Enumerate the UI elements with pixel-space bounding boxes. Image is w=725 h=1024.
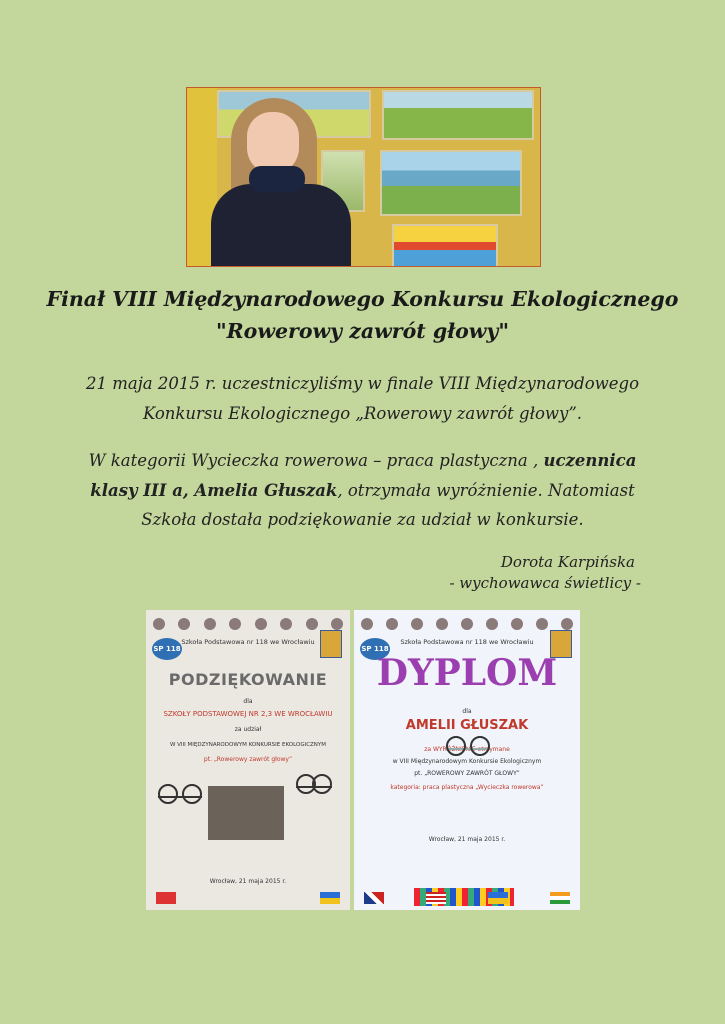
certificate-contest-name: pt. „Rowerowy zawrót głowy”: [203, 756, 293, 763]
flag-icon: [156, 892, 176, 904]
decor-children-row: [354, 614, 580, 636]
paragraph-2-line-2: [0, 481, 725, 500]
certificate-date: Wrocław, 21 maja 2015 r.: [428, 836, 506, 843]
school-badge: SP 118: [360, 638, 390, 660]
paragraph-2-text: , otrzymała wyróżnienie. Natomiast: [337, 481, 635, 500]
girl-scarf: [249, 166, 305, 192]
certificate-for: dla: [243, 698, 253, 705]
student-name: klasy III a, Amelia Głuszak: [90, 481, 338, 500]
school-badge: SP 118: [152, 638, 182, 660]
paragraph-2-text: W kategorii Wycieczka rowerowa – praca plastyczna ,: [88, 451, 539, 470]
certificate-photo: [208, 786, 284, 840]
certificate-contest-name: pt. „ROWEROWY ZAWRÓT GŁOWY”: [414, 770, 520, 777]
flags-row: [146, 892, 350, 904]
painting: [380, 150, 522, 216]
paragraph-2-bold: uczennica: [543, 451, 637, 470]
flag-icon: [426, 892, 446, 904]
painting: [382, 90, 534, 140]
paragraph-2-line-1: [0, 451, 725, 470]
flag-icon: [550, 892, 570, 904]
girl-photo: [186, 87, 541, 267]
paragraph-2-line-3: Szkoła dostała podziękowanie za udział w konkursie.: [141, 510, 584, 529]
certificate-contest: W VIII MIĘDZYNARODOWYM KONKURSIE EKOLOGICZNYM: [169, 742, 327, 748]
certificate-reason: za WYRÓŻNIENIE otrzymane: [424, 746, 510, 753]
certificate-title: PODZIĘKOWANIE: [168, 670, 328, 689]
painting: [392, 224, 498, 267]
flags-row: [354, 892, 580, 904]
certificate-thanks: [146, 610, 350, 910]
paragraph-1-line-1: 21 maja 2015 r. uczestniczyliśmy w finale VIII Międzynarodowego: [85, 374, 640, 393]
certificate-contest: w VIII Międzynarodowym Konkursie Ekologicznym: [392, 758, 542, 765]
bicycle-icon: [446, 728, 490, 750]
certificate-recipient: AMELII GŁUSZAK: [405, 718, 529, 733]
certificate-diploma: [354, 610, 580, 910]
heading-line-1: Finał VIII Międzynarodowego Konkursu Ekologicznego: [46, 287, 679, 311]
certificate-school: Szkoła Podstawowa nr 118 we Wrocławiu: [181, 638, 315, 646]
girl-face: [247, 112, 299, 174]
certificate-recipient: SZKOŁY PODSTAWOWEJ NR 2,3 WE WROCŁAWIU: [163, 710, 333, 718]
certificate-category: kategoria: praca plastyczna „Wycieczka rowerowa”: [390, 784, 544, 791]
bicycle-icon: [296, 766, 332, 788]
bicycle-icon: [158, 776, 202, 798]
paragraph-1-line-2: Konkursu Ekologicznego „Rowerowy zawrót głowy”.: [142, 404, 582, 423]
signature-role: - wychowawca świetlicy -: [449, 574, 641, 592]
flag-icon: [488, 892, 508, 904]
signature-name: Dorota Karpińska: [500, 553, 635, 571]
certificate-reason: za udział: [234, 726, 262, 733]
flag-icon: [320, 892, 340, 904]
certificate-school: Szkoła Podstawowa nr 118 we Wrocławiu: [400, 638, 534, 646]
certificate-for: dla: [462, 708, 472, 715]
girl-coat: [211, 184, 351, 267]
flag-icon: [364, 892, 384, 904]
certificate-date: Wrocław, 21 maja 2015 r.: [209, 878, 287, 885]
heading-line-2: "Rowerowy zawrót głowy": [215, 319, 510, 343]
certificate-title: DYPLOM: [376, 652, 558, 694]
